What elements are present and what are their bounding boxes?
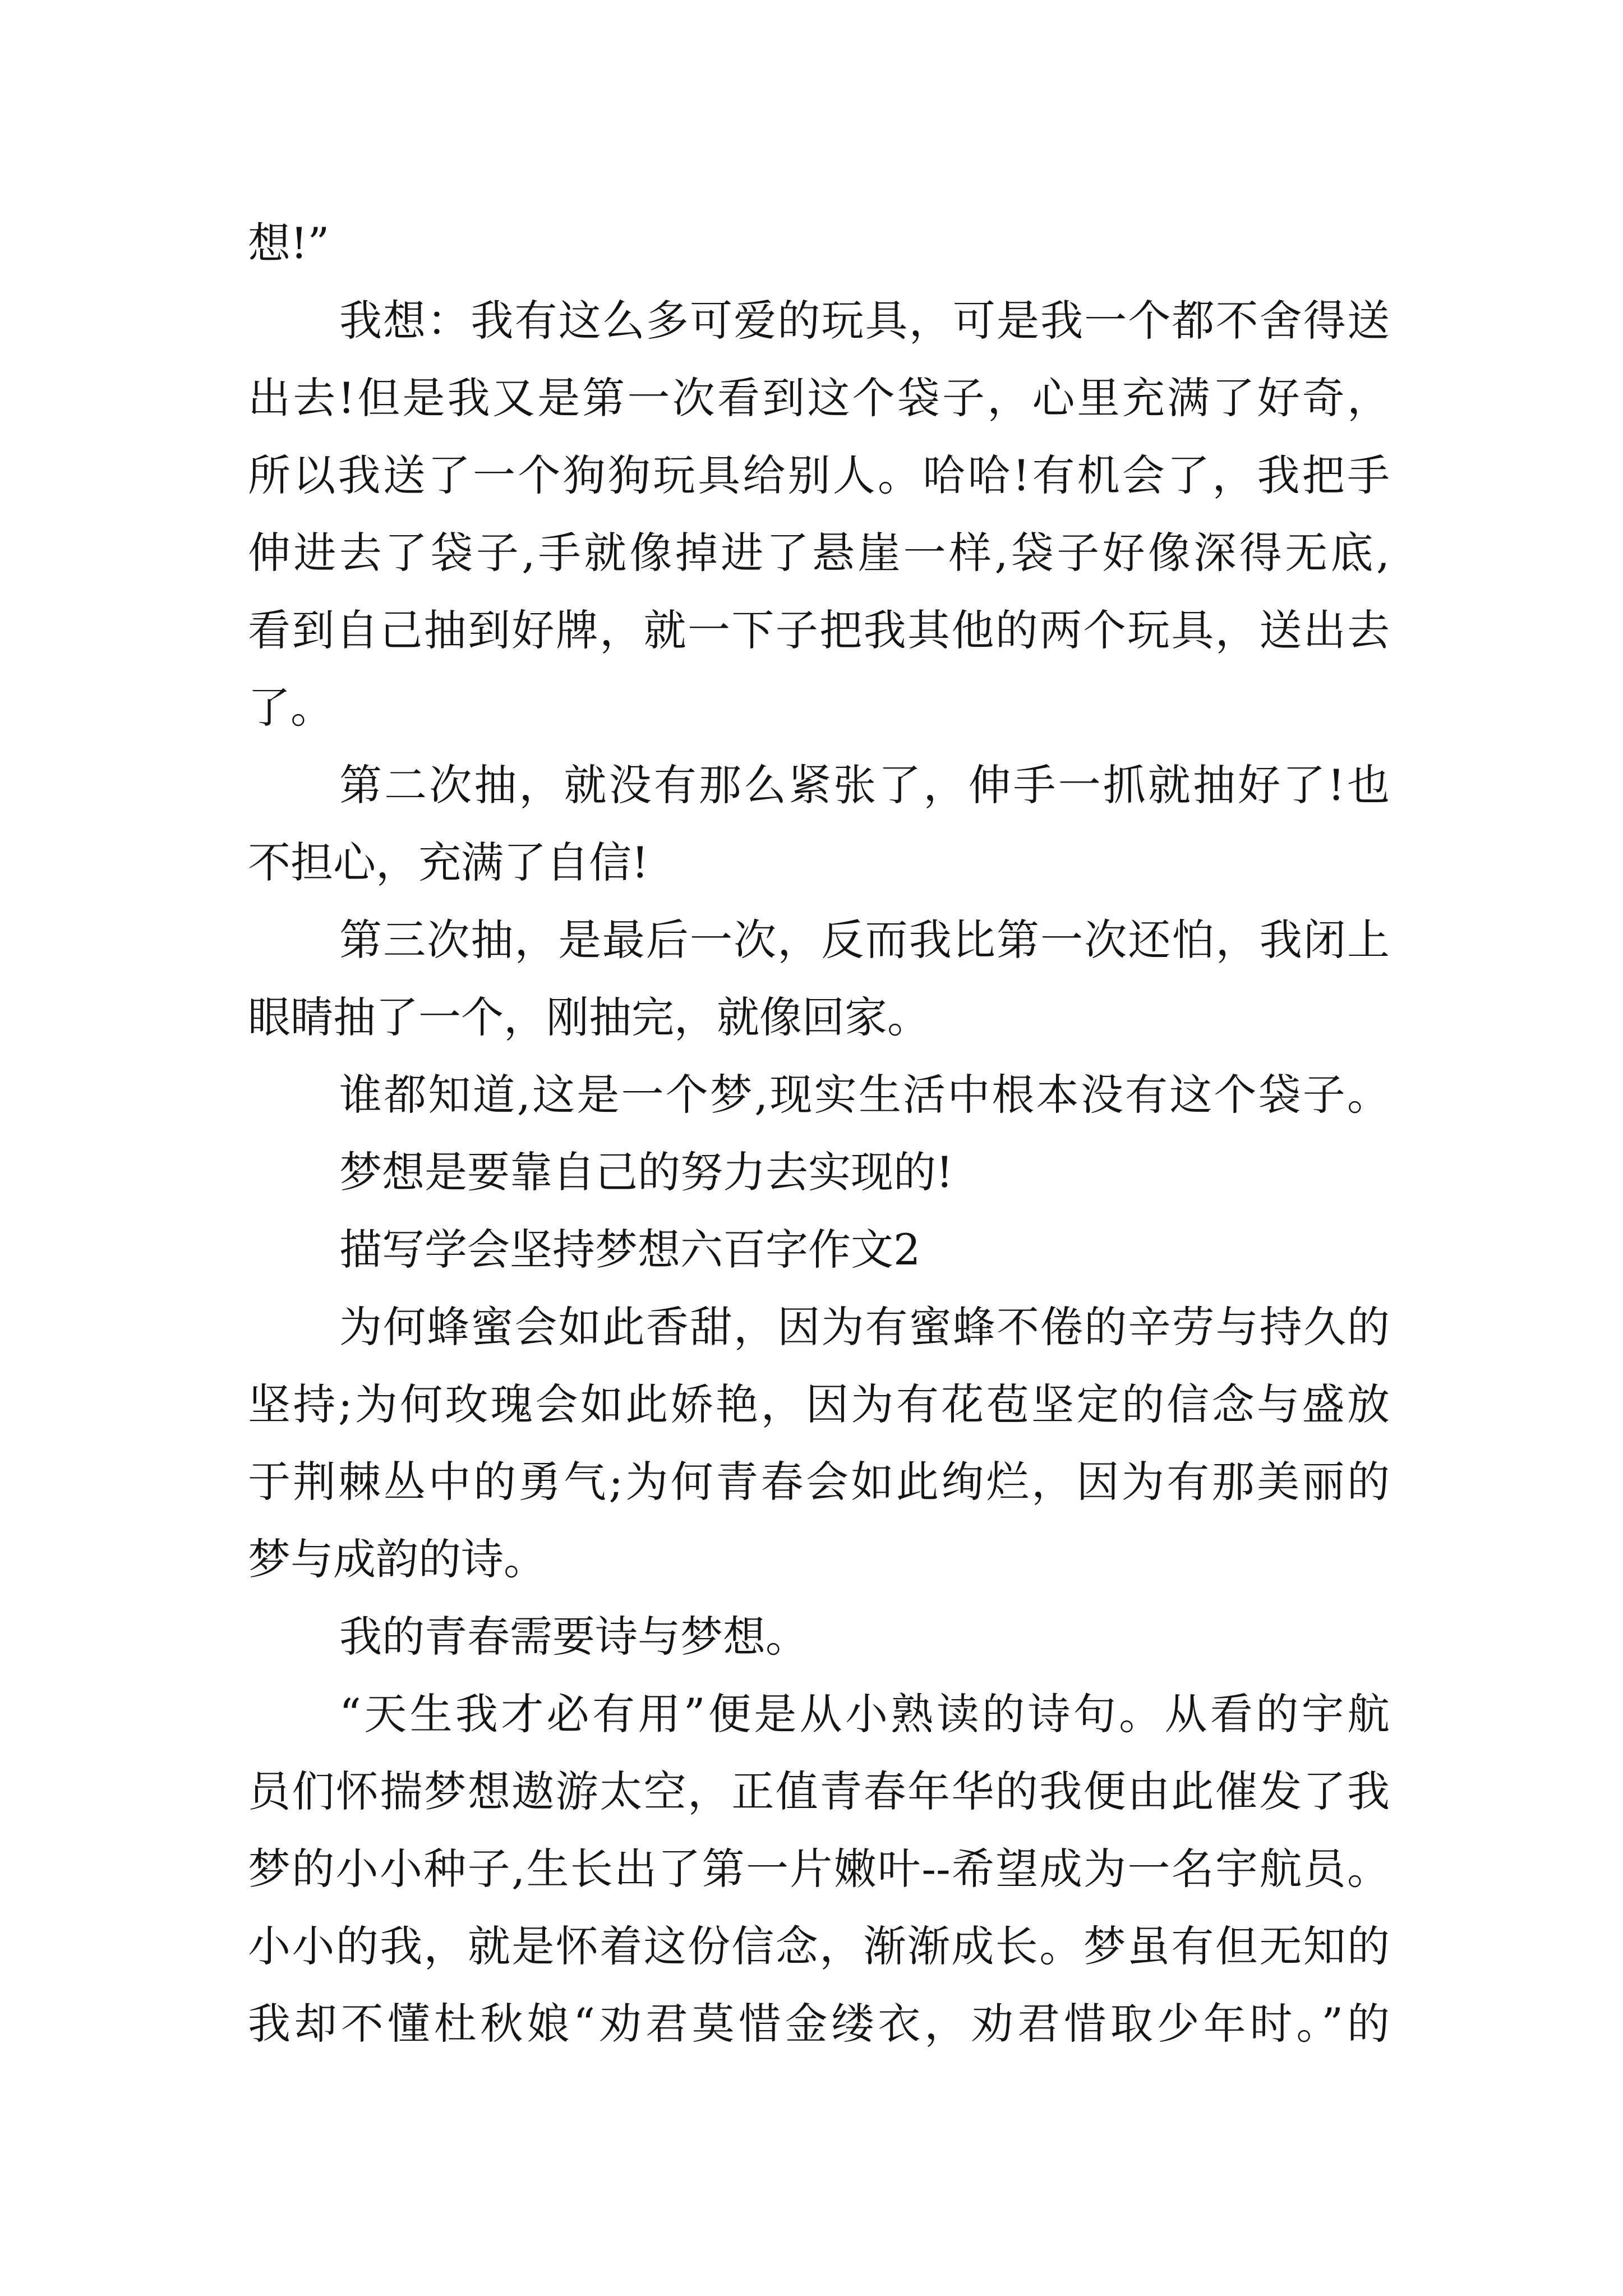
text-line: 不担心，充满了自信! bbox=[248, 838, 649, 887]
text-line: 梦想是要靠自己的努力去实现的! bbox=[339, 1147, 953, 1197]
text-line: 梦的小小种子,生长出了第一片嫩叶--希望成为一名宇航员。 bbox=[248, 1844, 1390, 1894]
text-line: 我的青春需要诗与梦想。 bbox=[339, 1612, 808, 1662]
heading-line: 描写学会坚持梦想六百字作文2 bbox=[339, 1225, 921, 1274]
paragraph bbox=[248, 901, 1390, 1056]
text-line: 梦与成韵的诗。 bbox=[248, 1534, 546, 1584]
paragraph bbox=[248, 1056, 1390, 1134]
text-line: 了。 bbox=[248, 683, 333, 733]
text-line: 于荆棘丛中的勇气;为何青春会如此绚烂，因为有那美丽的 bbox=[248, 1457, 1390, 1507]
paragraph bbox=[248, 747, 1390, 901]
text-line: 所以我送了一个狗狗玩具给别人。哈哈!有机会了，我把手 bbox=[248, 450, 1390, 500]
document-page bbox=[248, 205, 1390, 2063]
text-line: 出去!但是我又是第一次看到这个袋子，心里充满了好奇， bbox=[248, 373, 1390, 423]
paragraph bbox=[248, 1598, 1390, 1676]
paragraph bbox=[248, 1676, 1390, 2063]
text-line: 我却不懂杜秋娘“劝君莫惜金缕衣，劝君惜取少年时。”的 bbox=[248, 1999, 1390, 2049]
paragraph bbox=[248, 1289, 1390, 1598]
text-line: 第三次抽，是最后一次，反而我比第一次还怕，我闭上 bbox=[339, 915, 1390, 965]
section-heading bbox=[248, 1211, 1390, 1289]
text-line: 为何蜂蜜会如此香甜，因为有蜜蜂不倦的辛劳与持久的 bbox=[339, 1302, 1390, 1352]
text-line: 第二次抽，就没有那么紧张了，伸手一抓就抽好了!也 bbox=[339, 760, 1390, 810]
text-line: 小小的我，就是怀着这份信念，渐渐成长。梦虽有但无知的 bbox=[248, 1921, 1390, 1971]
text-line: 看到自己抽到好牌，就一下子把我其他的两个玩具，送出去 bbox=[248, 605, 1390, 655]
text-line: 眼睛抽了一个，刚抽完，就像回家。 bbox=[248, 992, 930, 1042]
text-line: 员们怀揣梦想遨游太空，正值青春年华的我便由此催发了我 bbox=[248, 1766, 1390, 1816]
paragraph bbox=[248, 205, 1390, 282]
paragraph bbox=[248, 1134, 1390, 1211]
text-line: 我想：我有这么多可爱的玩具，可是我一个都不舍得送 bbox=[339, 296, 1390, 346]
text-line: 伸进去了袋子,手就像掉进了悬崖一样,袋子好像深得无底, bbox=[248, 528, 1390, 578]
paragraph bbox=[248, 282, 1390, 747]
text-line: 坚持;为何玫瑰会如此娇艳，因为有花苞坚定的信念与盛放 bbox=[248, 1379, 1390, 1429]
text-line: “天生我才必有用”便是从小熟读的诗句。从看的宇航 bbox=[339, 1689, 1390, 1739]
text-line: 谁都知道,这是一个梦,现实生活中根本没有这个袋子。 bbox=[339, 1070, 1390, 1120]
text-line: 想!” bbox=[248, 218, 330, 268]
